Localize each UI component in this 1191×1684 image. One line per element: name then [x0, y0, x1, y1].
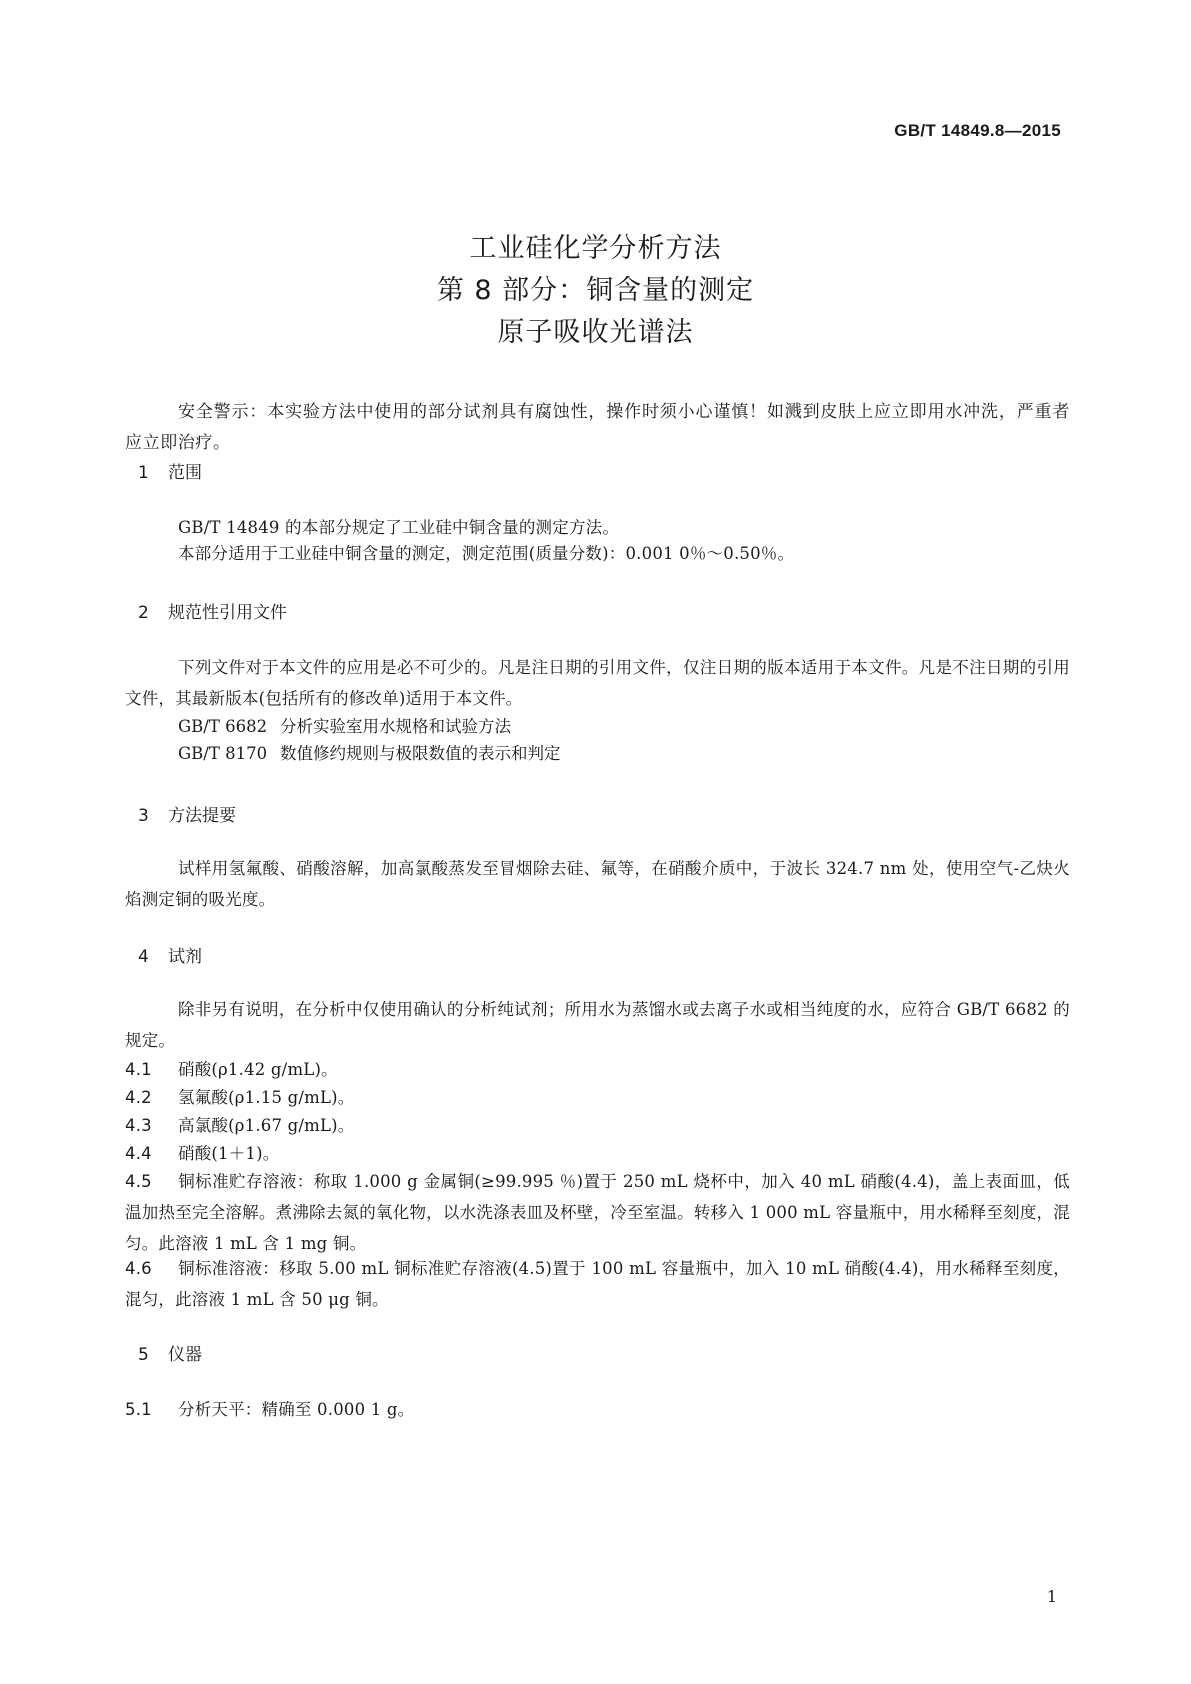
page-number: 1 [1046, 1587, 1057, 1606]
section-number: 3 [138, 806, 149, 826]
title-line-2: 第 8 部分：铜含量的测定 [436, 275, 755, 306]
reference-title: 数值修约规则与极限数值的表示和判定 [280, 744, 561, 763]
section-number: 1 [138, 463, 149, 483]
clause-text: 氢氟酸(ρ1.15 g/mL)。 [178, 1088, 355, 1107]
clause-item [125, 1253, 1070, 1315]
reference-code: GB/T 8170 [178, 744, 268, 763]
reference-title: 分析实验室用水规格和试验方法 [280, 717, 511, 736]
section-title: 规范性引用文件 [168, 603, 287, 623]
section-1-paragraph-1: GB/T 14849 的本部分规定了工业硅中铜含量的测定方法。 [178, 518, 620, 537]
section-4-paragraph-1: 除非另有说明，在分析中仅使用确认的分析纯试剂；所用水为蒸馏水或去离子水或相当纯度的水，应符合 GB/T 6682 的规定。 [125, 1000, 1070, 1050]
clause-text: 硝酸(1＋1)。 [178, 1144, 280, 1163]
reference-item [178, 713, 511, 737]
section-3-heading [138, 801, 236, 826]
clause-item [125, 1166, 1070, 1259]
section-number: 4 [138, 947, 149, 967]
clause-number: 4.4 [125, 1144, 152, 1163]
clause-item [125, 1394, 1070, 1425]
clause-item [125, 1082, 1070, 1113]
clause-text: 分析天平：精确至 0.000 1 g。 [178, 1400, 415, 1419]
section-title: 范围 [168, 463, 202, 483]
section-number: 5 [138, 1345, 149, 1365]
clause-number: 4.2 [125, 1088, 152, 1107]
title-line-1: 工业硅化学分析方法 [469, 233, 722, 264]
section-2-paragraph-1: 下列文件对于本文件的应用是必不可少的。凡是注日期的引用文件，仅注日期的版本适用于本文件。凡是不注日期的引用文件，其最新版本(包括所有的修改单)适用于本文件。 [125, 658, 1070, 708]
reference-code: GB/T 6682 [178, 717, 268, 736]
clause-item [125, 1110, 1070, 1141]
clause-text: 高氯酸(ρ1.67 g/mL)。 [178, 1116, 355, 1135]
section-2-heading [138, 598, 287, 623]
section-title: 仪器 [168, 1345, 202, 1365]
section-number: 2 [138, 603, 149, 623]
clause-text: 铜标准溶液：移取 5.00 mL 铜标准贮存溶液(4.5)置于 100 mL 容量瓶中，加入 10 mL 硝酸(4.4)，用水稀释至刻度，混匀，此溶液 1 mL 含 50 μg 铜。 [125, 1259, 1070, 1309]
section-4-heading [138, 942, 202, 967]
clause-item [125, 1138, 1070, 1169]
clause-number: 4.1 [125, 1060, 152, 1079]
clause-number: 4.5 [125, 1172, 152, 1191]
section-1-paragraph-2: 本部分适用于工业硅中铜含量的测定，测定范围(质量分数)：0.001 0％～0.50％。 [178, 544, 795, 563]
clause-number: 4.3 [125, 1116, 152, 1135]
section-title: 方法提要 [168, 806, 236, 826]
section-1-heading [138, 458, 202, 483]
clause-text: 硝酸(ρ1.42 g/mL)。 [178, 1060, 338, 1079]
section-3-paragraph-1: 试样用氢氟酸、硝酸溶解，加高氯酸蒸发至冒烟除去硅、氟等，在硝酸介质中，于波长 324.7 nm 处，使用空气-乙炔火焰测定铜的吸光度。 [125, 859, 1070, 909]
clause-text: 铜标准贮存溶液：称取 1.000 g 金属铜(≥99.995 ％)置于 250 mL 烧杯中，加入 40 mL 硝酸(4.4)，盖上表面皿，低温加热至完全溶解。煮沸除去氮的氧化物，以水洗涤表皿及杯壁，冷至室温。转移入 1 000 mL 容量瓶中，用水稀释至刻度，混匀。此溶液 1 mL 含 1 mg 铜。 [125, 1172, 1070, 1253]
safety-warning: 安全警示：本实验方法中使用的部分试剂具有腐蚀性，操作时须小心谨慎！如溅到皮肤上应立即用水冲洗，严重者应立即治疗。 [125, 402, 1070, 453]
clause-item [125, 1054, 1070, 1085]
reference-item [178, 740, 561, 764]
section-5-heading [138, 1340, 202, 1365]
standard-number: GB/T 14849.8—2015 [894, 121, 1061, 140]
clause-number: 5.1 [125, 1400, 152, 1419]
section-title: 试剂 [168, 947, 202, 967]
clause-number: 4.6 [125, 1259, 152, 1278]
title-line-3: 原子吸收光谱法 [497, 317, 694, 348]
